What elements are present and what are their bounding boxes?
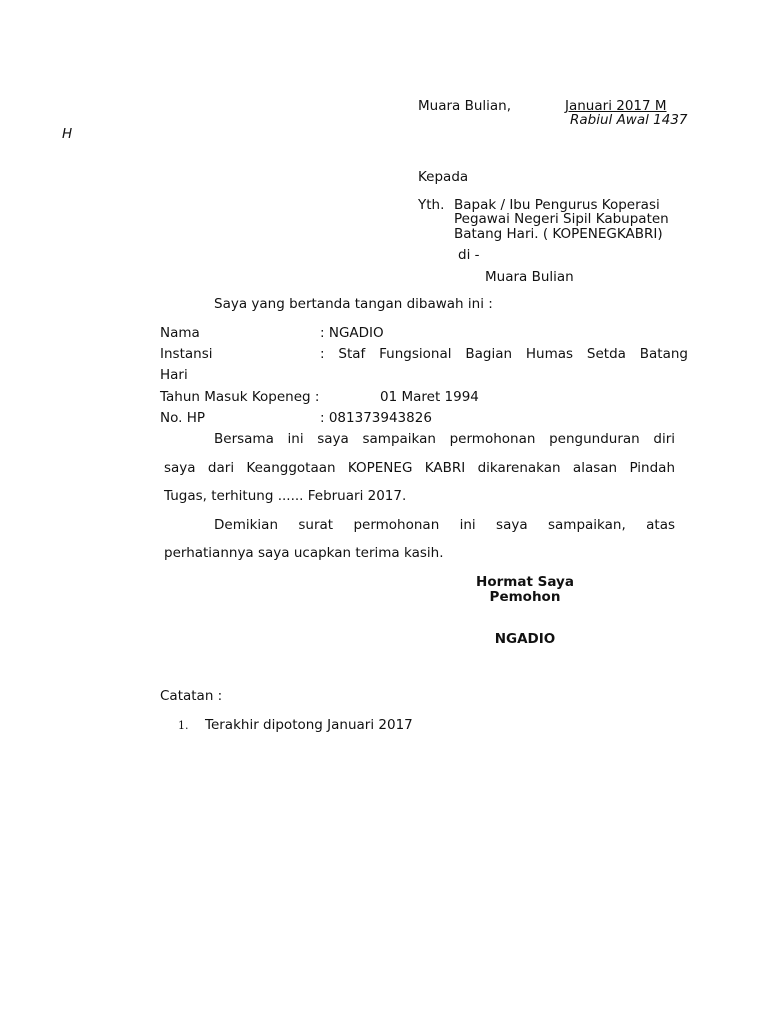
signature-name: NGADIO [494, 631, 556, 647]
recipient-kepada: Kepada [418, 169, 469, 185]
field-nama-value: : NGADIO [320, 325, 384, 341]
opening-statement: Saya yang bertanda tangan dibawah ini : [214, 296, 493, 312]
recipient-city: Muara Bulian [485, 269, 574, 285]
field-instansi-label: Instansi [160, 346, 213, 362]
recipient-line-1: Bapak / Ibu Pengurus Koperasi [454, 197, 660, 213]
letter-date-masehi: Januari 2017 M [565, 98, 667, 114]
paragraph-1-line-1: Bersama ini saya sampaikan permohonan pengunduran diri [214, 431, 675, 447]
field-nama-label: Nama [160, 325, 200, 341]
letter-place: Muara Bulian, [418, 98, 512, 114]
signature-role: Pemohon [489, 589, 561, 605]
letter-date-hijri-tail: H [62, 126, 73, 142]
field-hp-label: No. HP [160, 410, 205, 426]
paragraph-1-line-2: saya dari Keanggotaan KOPENEG KABRI dikarenakan alasan Pindah [164, 460, 675, 476]
letter-date-hijri: Rabiul Awal 1437 [570, 112, 688, 128]
field-instansi-value: : Staf Fungsional Bagian Humas Setda Batang [320, 346, 688, 362]
paragraph-2-line-1: Demikian surat permohonan ini saya sampaikan, atas [214, 517, 675, 533]
paragraph-2-line-2: perhatiannya saya ucapkan terima kasih. [164, 545, 444, 561]
paragraph-1-line-3: Tugas, terhitung ...... Februari 2017. [164, 488, 407, 504]
recipient-di: di - [458, 247, 480, 263]
notes-title: Catatan : [160, 688, 223, 704]
recipient-yth: Yth. [418, 197, 445, 213]
field-hp-value: : 081373943826 [320, 410, 432, 426]
recipient-line-2: Pegawai Negeri Sipil Kabupaten [454, 211, 669, 227]
notes-item-text: Terakhir dipotong Januari 2017 [205, 717, 413, 733]
signature-closing: Hormat Saya [476, 574, 574, 590]
field-tahun-label: Tahun Masuk Kopeneg : [160, 389, 320, 405]
notes-item-number: 1. [178, 719, 189, 732]
field-instansi-continued: Hari [160, 367, 188, 383]
field-tahun-value: 01 Maret 1994 [380, 389, 479, 405]
recipient-line-3: Batang Hari. ( KOPENEGKABRI) [454, 226, 663, 242]
